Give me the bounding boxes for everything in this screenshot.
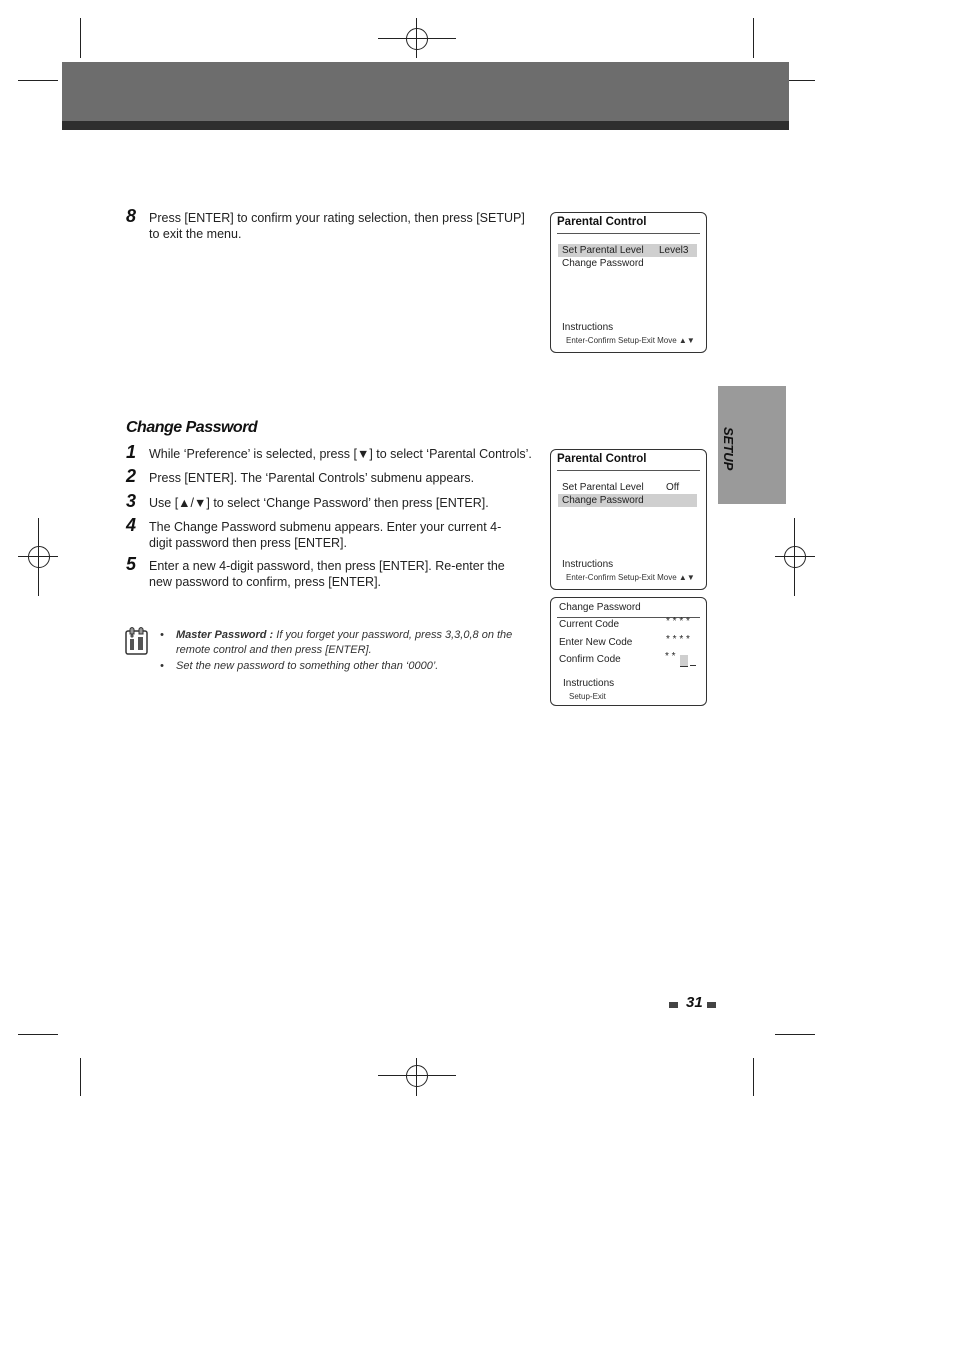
crop-mark — [18, 80, 58, 81]
osd-item-label: Confirm Code — [559, 654, 621, 665]
note-emphasis: Master Password : — [176, 629, 274, 641]
step-number: 8 — [126, 206, 137, 226]
osd-row-confirm-code — [559, 653, 697, 666]
osd-item-label: Current Code — [559, 619, 620, 630]
step-text: Press [ENTER]. The ‘Parental Controls’ submenu appears. — [149, 471, 475, 485]
registration-line — [38, 518, 39, 596]
step-number: 4 — [126, 515, 137, 535]
osd-key-hints: Enter-Confirm Setup-Exit Move ▲▼ — [566, 573, 695, 582]
osd-item-label: Change Password — [562, 258, 644, 269]
osd-row-current-code — [559, 618, 697, 631]
osd-instructions-text: Instructions — [562, 322, 614, 333]
crop-mark — [18, 1034, 58, 1035]
registration-line — [416, 1058, 417, 1096]
registration-line — [378, 1075, 456, 1076]
osd-menu-item-set-parental-level — [558, 244, 697, 257]
page-number-marker — [669, 1002, 678, 1008]
crop-mark — [753, 1058, 754, 1096]
registration-line — [794, 518, 795, 596]
osd-row-new-code — [559, 636, 697, 649]
osd-divider — [557, 470, 700, 471]
section-title: Change Password — [126, 419, 258, 436]
step-number: 5 — [126, 554, 137, 574]
osd-input-cursor — [680, 655, 688, 667]
osd-instructions-text: Instructions — [562, 559, 614, 570]
osd-title-change-password — [559, 601, 697, 614]
step-text: While ‘Preference’ is selected, press [▼] to select ‘Parental Controls’. — [149, 447, 532, 461]
step-text: The Change Password submenu appears. Enter your current 4-digit password then press [ENTER]. — [149, 520, 502, 550]
osd-item-value: Off — [666, 482, 680, 493]
note-bullet: • — [160, 660, 164, 672]
osd-parental-control-menu — [550, 449, 707, 590]
step-text: Use [▲/▼] to select ‘Change Password’ then press [ENTER]. — [149, 496, 489, 510]
osd-item-label: Set Parental Level — [562, 482, 644, 493]
step-number: 2 — [126, 466, 137, 486]
crop-mark — [80, 1058, 81, 1096]
step-number: 1 — [126, 442, 137, 462]
osd-key-hints: Enter-Confirm Setup-Exit Move ▲▼ — [566, 336, 695, 345]
registration-line — [416, 18, 417, 58]
note-item: Set the new password to something other than ‘0000’. — [176, 660, 439, 672]
osd-input-placeholder — [690, 665, 696, 666]
osd-item-label: Enter New Code — [559, 637, 633, 648]
osd-title: Parental Control — [557, 453, 647, 465]
crop-mark — [775, 1034, 815, 1035]
osd-item-label: Change Password — [562, 495, 644, 506]
osd-menu-item-set-parental-level — [558, 481, 697, 494]
osd-parental-control-menu — [550, 212, 707, 353]
osd-item-value: * * * * — [666, 616, 690, 627]
page-header-band — [62, 62, 789, 121]
osd-change-password-menu — [550, 597, 707, 706]
registration-mark — [784, 546, 806, 568]
osd-instructions-label — [563, 677, 697, 690]
registration-mark — [28, 546, 50, 568]
note-bullet: • — [160, 629, 164, 641]
osd-menu-item-change-password — [558, 257, 697, 270]
osd-instructions-label — [558, 321, 697, 334]
registration-line — [775, 556, 815, 557]
note-icon — [124, 626, 150, 656]
page-number-marker — [707, 1002, 716, 1008]
registration-line — [378, 38, 456, 39]
osd-item-value: * * * * — [666, 634, 690, 645]
osd-title: Parental Control — [557, 216, 647, 228]
osd-item-value: Level3 — [659, 245, 689, 256]
osd-menu-item-change-password — [558, 494, 697, 507]
note-text: If you forget your password, press 3,3,0,8 on the remote control and then press [ENTER]. — [176, 629, 513, 656]
osd-key-hints: Setup-Exit — [569, 692, 606, 701]
step-number: 3 — [126, 491, 137, 511]
step-text: Press [ENTER] to confirm your rating selection, then press [SETUP] to exit the menu. — [149, 211, 525, 241]
side-tab-label: SETUP — [721, 427, 736, 471]
osd-instructions-label — [558, 558, 697, 571]
osd-title-text: Change Password — [559, 602, 641, 613]
crop-mark — [753, 18, 754, 58]
registration-mark — [406, 1065, 428, 1087]
page-header-rule — [62, 121, 789, 130]
page-number: 31 — [686, 994, 703, 1011]
osd-instructions-text: Instructions — [563, 678, 615, 689]
registration-mark — [406, 28, 428, 50]
step-text: Enter a new 4-digit password, then press [ENTER]. Re-enter the new password to confirm, press [ENTER]. — [149, 559, 505, 589]
osd-item-value: * * — [665, 651, 676, 662]
osd-item-label: Set Parental Level — [562, 245, 644, 256]
note-item — [176, 628, 536, 658]
crop-mark — [80, 18, 81, 58]
osd-divider — [557, 233, 700, 234]
